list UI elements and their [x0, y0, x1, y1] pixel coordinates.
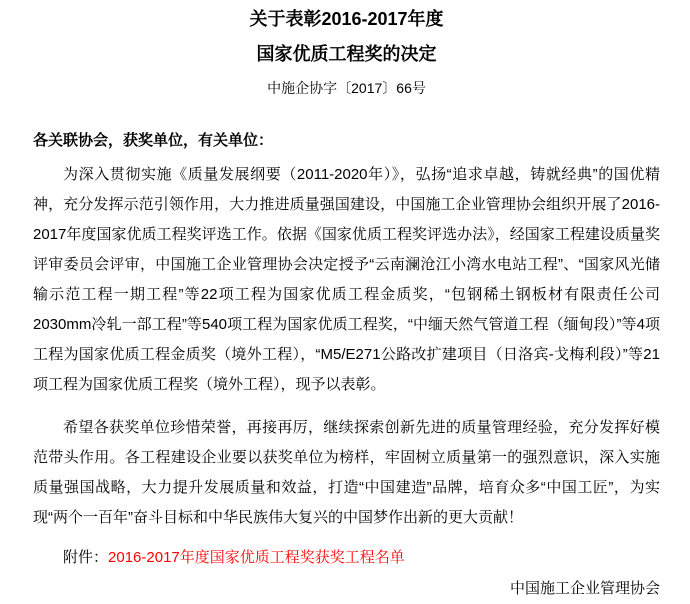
body-paragraph-1: 为深入贯彻实施《质量发展纲要（2011-2020年）》，弘扬“追求卓越，铸就经典”的国优精神，充分发挥示范引领作用，大力推进质量强国建设，中国施工企业管理协会组织开展了2016-2017年度国家优质工程奖评选工作。依据《国家优质工程奖评选办法》，经国家工程建设质量奖评审委员会评审，中国施工企业管理协会决定授予“云南澜沧江小湾水电站工程”、“国家风光储输示范工程一期工程”等22项工程为国家优质工程金质奖，“包钢稀土钢板材有限责任公司2030mm冷轧一部工程”等540项工程为国家优质工程奖，“中缅天然气管道工程（缅甸段）”等4项工程为国家优质工程金质奖（境外工程），“M5/E271公路改扩建项目（日洛宾-戈梅利段）”等21项工程为国家优质工程奖（境外工程），现予以表彰。: [33, 166, 660, 393]
title-line-1: 关于表彰2016-2017年度: [249, 9, 444, 29]
body-paragraph-2: 希望各获奖单位珍惜荣誉，再接再厉，继续探索创新先进的质量管理经验，充分发挥好模范带头作用。各工程建设企业要以获奖单位为榜样，牢固树立质量第一的强烈意识，深入实施质量强国战略，大力提升发展质量和效益，打造“中国建造”品牌，培育众多“中国工匠”，为实现“两个一百年”奋斗目标和中华民族伟大复兴的中国梦作出新的更大贡献！: [33, 419, 660, 526]
document-title: [33, 2, 660, 72]
signature: 中国施工企业管理协会: [509, 580, 660, 597]
attachment-line: [33, 543, 660, 573]
document-number: 中施企协字〔2017〕66号: [267, 80, 426, 96]
salutation: 各关联协会，获奖单位，有关单位：: [33, 132, 274, 149]
attachment-label: 附件：: [63, 549, 109, 566]
title-line-2: 国家优质工程奖的决定: [256, 44, 437, 64]
attachment-link[interactable]: 2016-2017年度国家优质工程奖获奖工程名单: [108, 549, 405, 566]
